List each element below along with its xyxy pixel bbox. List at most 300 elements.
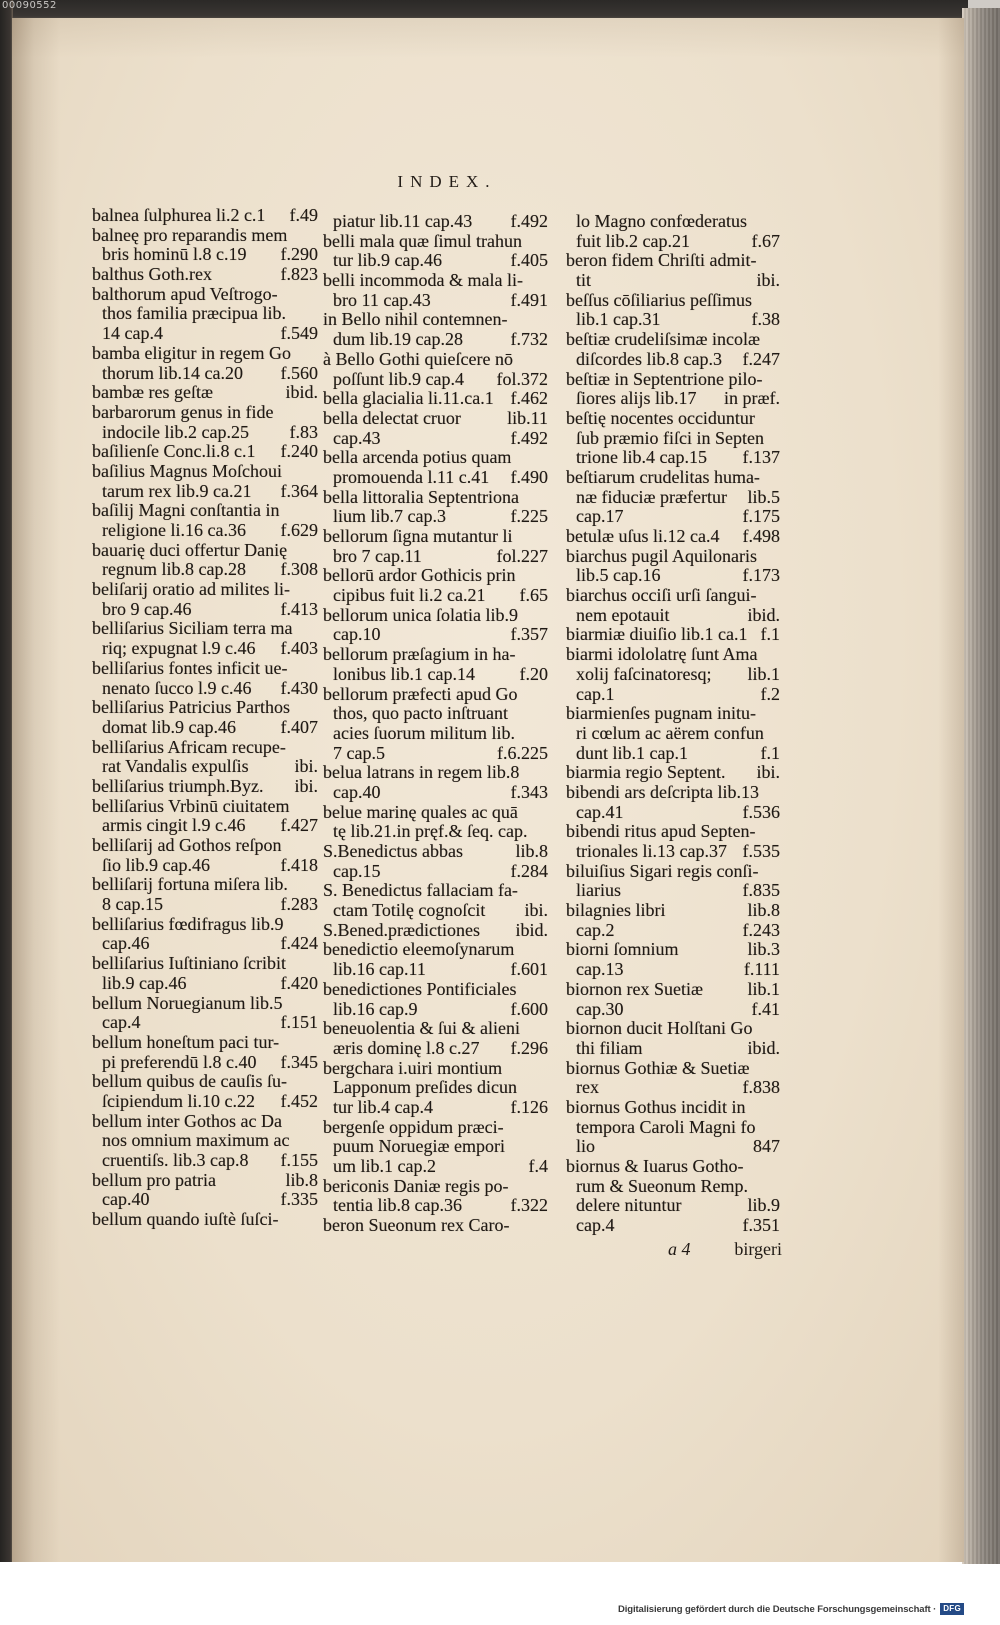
index-line (323, 291, 548, 311)
index-line (92, 324, 318, 344)
folio-reference: f.296 (510, 1037, 548, 1058)
entry-text: ſcipiendum li.10 c.22 (102, 1090, 255, 1111)
index-line (92, 304, 318, 324)
index-line (92, 915, 318, 935)
index-line (566, 1118, 780, 1138)
index-entry (92, 501, 318, 540)
entry-text: in Bello nihil contemnen- (323, 309, 508, 330)
index-line (92, 1210, 318, 1230)
index-entry (323, 271, 548, 310)
entry-text: bamba eligitur in regem Go (92, 342, 291, 363)
folio-reference: f.284 (510, 860, 548, 881)
index-entry (92, 1072, 318, 1111)
index-line (323, 448, 548, 468)
index-entry (92, 797, 318, 836)
index-line (566, 625, 780, 645)
index-entry (323, 842, 548, 881)
folio-reference: f.225 (510, 506, 548, 527)
folio-reference: f.560 (280, 362, 318, 383)
entry-text: belliſarius fœdifragus lib.9 (92, 913, 284, 934)
entry-text: S. Benedictus fallaciam fa- (323, 880, 518, 901)
entry-text: à Bello Gothi quieſcere nō (323, 348, 513, 369)
entry-text: biorni ſomnium (566, 939, 679, 960)
index-entry (323, 389, 548, 409)
folio-reference: f.835 (742, 880, 780, 901)
book-page (12, 18, 964, 1562)
index-entry (566, 212, 780, 251)
entry-text: tur lib.9 cap.46 (333, 250, 442, 271)
entry-text: cap.2 (576, 919, 615, 940)
entry-text: ctam Totilę cognoſcit (333, 900, 486, 921)
entry-text: baſilij Magni conſtantia in (92, 500, 280, 521)
entry-text: dunt lib.1 cap.1 (576, 742, 688, 763)
entry-text: balthorum apud Veſtrogo- (92, 283, 278, 304)
entry-text: fuit lib.2 cap.21 (576, 230, 690, 251)
index-entry (92, 1210, 318, 1230)
entry-text: liarius (576, 880, 621, 901)
index-entry (566, 1059, 780, 1098)
folio-reference: ibid. (515, 919, 548, 940)
signature-mark: a 4 (668, 1239, 691, 1259)
index-line (566, 1059, 780, 1079)
index-line (323, 940, 548, 960)
index-entry (323, 763, 548, 802)
entry-text: bellum inter Gothos ac Da (92, 1110, 282, 1131)
index-line (566, 940, 780, 960)
folio-reference: f.732 (510, 329, 548, 350)
index-column-1 (92, 206, 318, 1230)
index-line (323, 763, 548, 783)
entry-text: thos, quo pacto inſtruant (333, 703, 508, 724)
entry-text: tentia lib.8 cap.36 (333, 1195, 462, 1216)
entry-text: rum & Sueonum Remp. (576, 1175, 748, 1196)
index-entry (566, 370, 780, 409)
index-entry (566, 625, 780, 645)
entry-text: bergenſe oppidum præci- (323, 1116, 504, 1137)
entry-text: bella delectat cruor (323, 407, 461, 428)
running-head: INDEX. (397, 172, 497, 191)
entry-text: beſtiarum crudelitas huma- (566, 466, 760, 487)
entry-text: nos omnium maximum ac (102, 1130, 290, 1151)
index-line (323, 685, 548, 705)
folio-reference: f.175 (742, 506, 780, 527)
entry-text: bellorum præfecti apud Go (323, 683, 518, 704)
entry-text: 14 cap.4 (102, 323, 163, 344)
index-line (323, 271, 548, 291)
index-entry (323, 606, 548, 645)
entry-text: æris dominę l.8 c.27 (333, 1037, 480, 1058)
entry-text: ſiores alijs lib.17 (576, 388, 697, 409)
index-line (323, 704, 548, 724)
entry-text: bellum Noruegianum lib.5 (92, 992, 283, 1013)
funding-credit (618, 1603, 964, 1615)
scanner-border-top (0, 0, 968, 20)
index-line (92, 1072, 318, 1092)
entry-text: belliſarius Siciliam terra ma (92, 618, 293, 639)
index-line (566, 1157, 780, 1177)
entry-text: bibendi ars deſcripta lib.13 (566, 781, 759, 802)
folio-reference: f.151 (280, 1012, 318, 1033)
index-line (323, 980, 548, 1000)
index-entry (92, 442, 318, 462)
index-line (92, 639, 318, 659)
entry-text: lium lib.7 cap.3 (333, 506, 446, 527)
index-line (92, 738, 318, 758)
entry-text: betulæ uſus li.12 ca.4 (566, 526, 720, 546)
entry-text: nenato ſucco l.9 c.46 (102, 677, 252, 698)
entry-text: belliſarius Patricius Parthos (92, 697, 290, 718)
index-line (323, 527, 548, 547)
index-line (566, 291, 780, 311)
index-line (566, 803, 780, 823)
folio-reference: f.823 (280, 264, 318, 285)
folio-reference: f.126 (510, 1096, 548, 1117)
index-line (92, 1190, 318, 1210)
entry-text: biornon rex Suetiæ (566, 978, 703, 999)
entry-text: religione li.16 ca.36 (102, 520, 246, 540)
folio-reference: f.83 (289, 421, 318, 442)
index-entry (92, 206, 318, 226)
index-line (92, 875, 318, 895)
index-entry (566, 645, 780, 704)
index-entry (323, 1177, 548, 1216)
entry-text: biornon ducit Holſtani Go (566, 1018, 753, 1039)
index-line (323, 625, 548, 645)
index-entry (92, 344, 318, 383)
entry-text: cap.15 (333, 860, 381, 881)
entry-text: piatur lib.11 cap.43 (333, 211, 473, 231)
book-page-edge (962, 8, 1000, 1564)
index-line (566, 350, 780, 370)
index-line (566, 724, 780, 744)
index-entry (323, 803, 548, 842)
index-line (566, 468, 780, 488)
entry-text: belliſarius fontes inficit ue- (92, 657, 288, 678)
index-line (323, 645, 548, 665)
index-line (323, 389, 548, 409)
entry-text: dum lib.19 cap.28 (333, 329, 463, 350)
folio-reference: f.838 (742, 1077, 780, 1098)
entry-text: cap.46 (102, 933, 150, 954)
index-line (566, 488, 780, 508)
folio-reference: f.535 (742, 841, 780, 861)
index-line (92, 1053, 318, 1073)
index-line (323, 370, 548, 390)
folio-reference: f.629 (280, 520, 318, 540)
index-line (92, 344, 318, 364)
folio-reference: 847 (753, 1136, 780, 1157)
index-line (323, 1196, 548, 1216)
folio-reference: f.351 (742, 1215, 780, 1236)
entry-text: bella glacialia li.11.ca.1 (323, 388, 494, 409)
entry-text: bauarię duci offertur Danię (92, 539, 288, 560)
index-entry (566, 862, 780, 901)
folio-reference: f.247 (742, 348, 780, 369)
index-line (92, 1171, 318, 1191)
folio-reference: lib.1 (747, 663, 780, 684)
entry-text: cap.4 (576, 1215, 615, 1236)
index-line (92, 265, 318, 285)
entry-text: benedictiones Pontificiales (323, 978, 517, 999)
index-entry (323, 488, 548, 527)
entry-text: beliſarij oratio ad milites li- (92, 579, 290, 600)
index-entry (92, 462, 318, 501)
folio-reference: ibid. (747, 1037, 780, 1058)
entry-text: lib.1 cap.31 (576, 309, 661, 330)
folio-reference: f.492 (510, 211, 548, 231)
index-entry (92, 226, 318, 265)
index-line (323, 1000, 548, 1020)
index-entry (323, 1216, 548, 1236)
index-line (566, 330, 780, 350)
entry-text: lib.16 cap.11 (333, 959, 426, 980)
entry-text: cap.4 (102, 1012, 141, 1033)
entry-text: S.Benedictus abbas (323, 841, 463, 861)
index-line (92, 1033, 318, 1053)
index-line (92, 994, 318, 1014)
entry-text: rex (576, 1077, 599, 1098)
index-line (566, 1078, 780, 1098)
entry-text: 7 cap.5 (333, 742, 385, 763)
entry-text: belliſarij fortuna miſera lib. (92, 874, 288, 895)
entry-text: cruentiſs. lib.3 cap.8 (102, 1150, 249, 1170)
entry-text: cap.13 (576, 959, 624, 980)
entry-text: cap.10 (333, 624, 381, 645)
folio-reference: f.1 (760, 624, 780, 645)
index-entry (92, 1112, 318, 1171)
index-line (566, 1177, 780, 1197)
index-entry (323, 232, 548, 271)
folio-reference: ibi. (294, 775, 318, 796)
index-line (566, 232, 780, 252)
entry-text: bro 9 cap.46 (102, 598, 192, 619)
index-line (92, 600, 318, 620)
index-line (92, 1151, 318, 1171)
folio-reference: f.65 (519, 585, 548, 606)
index-line (323, 901, 548, 921)
index-line (566, 566, 780, 586)
index-line (92, 836, 318, 856)
index-line (92, 954, 318, 974)
entry-text: thorum lib.14 ca.20 (102, 362, 243, 383)
index-line (92, 285, 318, 305)
index-line (566, 1000, 780, 1020)
index-line (92, 895, 318, 915)
index-line (92, 364, 318, 384)
index-entry (323, 527, 548, 566)
index-line (323, 1177, 548, 1197)
folio-reference: f.1 (760, 742, 780, 763)
entry-text: baſilienſe Conc.li.8 c.1 (92, 441, 256, 462)
folio-reference: f.173 (742, 565, 780, 586)
folio-reference: lib.11 (507, 407, 548, 428)
index-entry (323, 1019, 548, 1058)
folio-reference: ibi. (756, 270, 780, 291)
folio-reference: f.492 (510, 427, 548, 448)
entry-text: cap.30 (576, 998, 624, 1019)
entry-text: biarmia regio Septent. (566, 762, 726, 783)
entry-text: belli mala quæ ſimul trahun (323, 230, 522, 251)
index-line (566, 921, 780, 941)
entry-text: lo Magno confœderatus (576, 211, 747, 231)
index-line (566, 586, 780, 606)
folio-reference: f.343 (510, 781, 548, 802)
index-entry (566, 330, 780, 369)
folio-reference: f.2 (760, 683, 780, 704)
entry-text: ſio lib.9 cap.46 (102, 854, 210, 875)
index-line (92, 482, 318, 502)
index-line (323, 547, 548, 567)
index-entry (566, 586, 780, 625)
index-entry (92, 836, 318, 875)
entry-text: bella arcenda potius quam (323, 447, 512, 468)
entry-text: ſub præmio fiſci in Septen (576, 427, 764, 448)
entry-text: bellum honeſtum paci tur- (92, 1031, 280, 1052)
index-line (566, 1019, 780, 1039)
index-line (92, 423, 318, 443)
index-line (566, 271, 780, 291)
index-line (92, 698, 318, 718)
folio-reference: f.6.225 (497, 742, 548, 763)
index-line (323, 212, 548, 232)
index-line (566, 901, 780, 921)
index-entry (566, 1098, 780, 1157)
index-line (92, 659, 318, 679)
index-line (323, 350, 548, 370)
index-line (323, 822, 548, 842)
index-line (323, 921, 548, 941)
folio-reference: in præf. (724, 388, 780, 409)
index-line (323, 665, 548, 685)
index-entry (566, 251, 780, 290)
folio-reference: f.407 (280, 716, 318, 737)
index-entry (566, 409, 780, 468)
entry-text: biluiſius Sigari regis conſi- (566, 860, 759, 881)
entry-text: rat Vandalis expulſis (102, 756, 249, 777)
entry-text: puum Noruegiæ empori (333, 1136, 505, 1157)
entry-text: bro 11 cap.43 (333, 289, 431, 310)
folio-reference: f.4 (528, 1156, 548, 1176)
index-entry (323, 566, 548, 605)
index-line (566, 429, 780, 449)
entry-text: cap.17 (576, 506, 624, 527)
folio-reference: f.424 (280, 933, 318, 954)
index-line (566, 212, 780, 232)
index-entry (566, 547, 780, 586)
index-line (92, 1131, 318, 1151)
index-line (323, 310, 548, 330)
index-line (92, 206, 318, 226)
index-line (323, 251, 548, 271)
folio-reference: f.430 (280, 677, 318, 698)
folio-reference: f.283 (280, 894, 318, 915)
index-entry (92, 738, 318, 777)
index-line (323, 586, 548, 606)
index-line (323, 724, 548, 744)
index-line (566, 665, 780, 685)
index-line (566, 881, 780, 901)
index-line (566, 507, 780, 527)
index-entry (92, 1033, 318, 1072)
folio-reference: f.427 (280, 815, 318, 836)
index-line (566, 527, 780, 547)
entry-text: bro 7 cap.11 (333, 545, 422, 566)
index-line (323, 1098, 548, 1118)
entry-text: bericonis Daniæ regis po- (323, 1175, 509, 1196)
folio-reference: f.155 (280, 1150, 318, 1170)
folio-reference: f.243 (742, 919, 780, 940)
folio-reference: f.67 (751, 230, 780, 251)
index-line (566, 547, 780, 567)
index-entry (92, 619, 318, 658)
index-line (323, 488, 548, 508)
index-line (323, 566, 548, 586)
entry-text: bellorum præſagium in ha- (323, 644, 516, 665)
entry-text: beneuolentia & ſui & alieni (323, 1018, 520, 1039)
index-line (566, 1137, 780, 1157)
folio-reference: f.364 (280, 480, 318, 501)
entry-text: bilagnies libri (566, 900, 666, 921)
index-entry (92, 698, 318, 737)
index-entry (323, 1059, 548, 1118)
credit-text: Digitalisierung gefördert durch die Deutsche Forschungsgemeinschaft · (617, 1603, 937, 1615)
entry-text: um lib.1 cap.2 (333, 1156, 436, 1176)
index-line (323, 330, 548, 350)
folio-reference: f.308 (280, 559, 318, 580)
entry-text: cap.43 (333, 427, 381, 448)
entry-text: lonibus lib.1 cap.14 (333, 663, 475, 684)
index-line (92, 245, 318, 265)
entry-text: bris hominū l.8 c.19 (102, 244, 247, 265)
index-entry (323, 409, 548, 448)
entry-text: thos familia præcipua lib. (102, 303, 286, 324)
index-line (92, 777, 318, 797)
folio-reference: f.357 (510, 624, 548, 645)
index-entry (92, 777, 318, 797)
index-entry (92, 285, 318, 344)
entry-text: acies ſuorum militum lib. (333, 722, 515, 743)
entry-text: balneę pro reparandis mem (92, 224, 288, 245)
entry-text: pi preferendū l.8 c.40 (102, 1051, 257, 1072)
folio-reference: f.452 (280, 1090, 318, 1111)
entry-text: delere nituntur (576, 1195, 682, 1216)
index-entry (566, 291, 780, 330)
folio-reference: f.536 (742, 801, 780, 822)
folio-reference: ibid. (747, 604, 780, 625)
entry-text: poſſunt lib.9 cap.4 (333, 368, 464, 389)
entry-text: beſtię nocentes occiduntur (566, 407, 755, 428)
entry-text: bella littoralia Septentriona (323, 486, 519, 507)
entry-text: bellorum unica ſolatia lib.9 (323, 604, 518, 625)
index-line (323, 468, 548, 488)
entry-text: domat lib.9 cap.46 (102, 716, 236, 737)
index-entry (323, 1118, 548, 1177)
index-entry (323, 212, 548, 232)
index-line (92, 816, 318, 836)
index-line (92, 856, 318, 876)
folio-reference: f.335 (280, 1189, 318, 1210)
entry-text: belliſarij ad Gothos reſpon (92, 835, 282, 855)
entry-text: bellum quibus de cauſis ſu- (92, 1071, 287, 1092)
index-line (92, 797, 318, 817)
scan-id: 00090552 (2, 0, 57, 11)
index-line (566, 704, 780, 724)
index-line (92, 442, 318, 462)
index-line (566, 685, 780, 705)
index-line (92, 560, 318, 580)
index-entry (323, 940, 548, 979)
index-entry (566, 527, 780, 547)
